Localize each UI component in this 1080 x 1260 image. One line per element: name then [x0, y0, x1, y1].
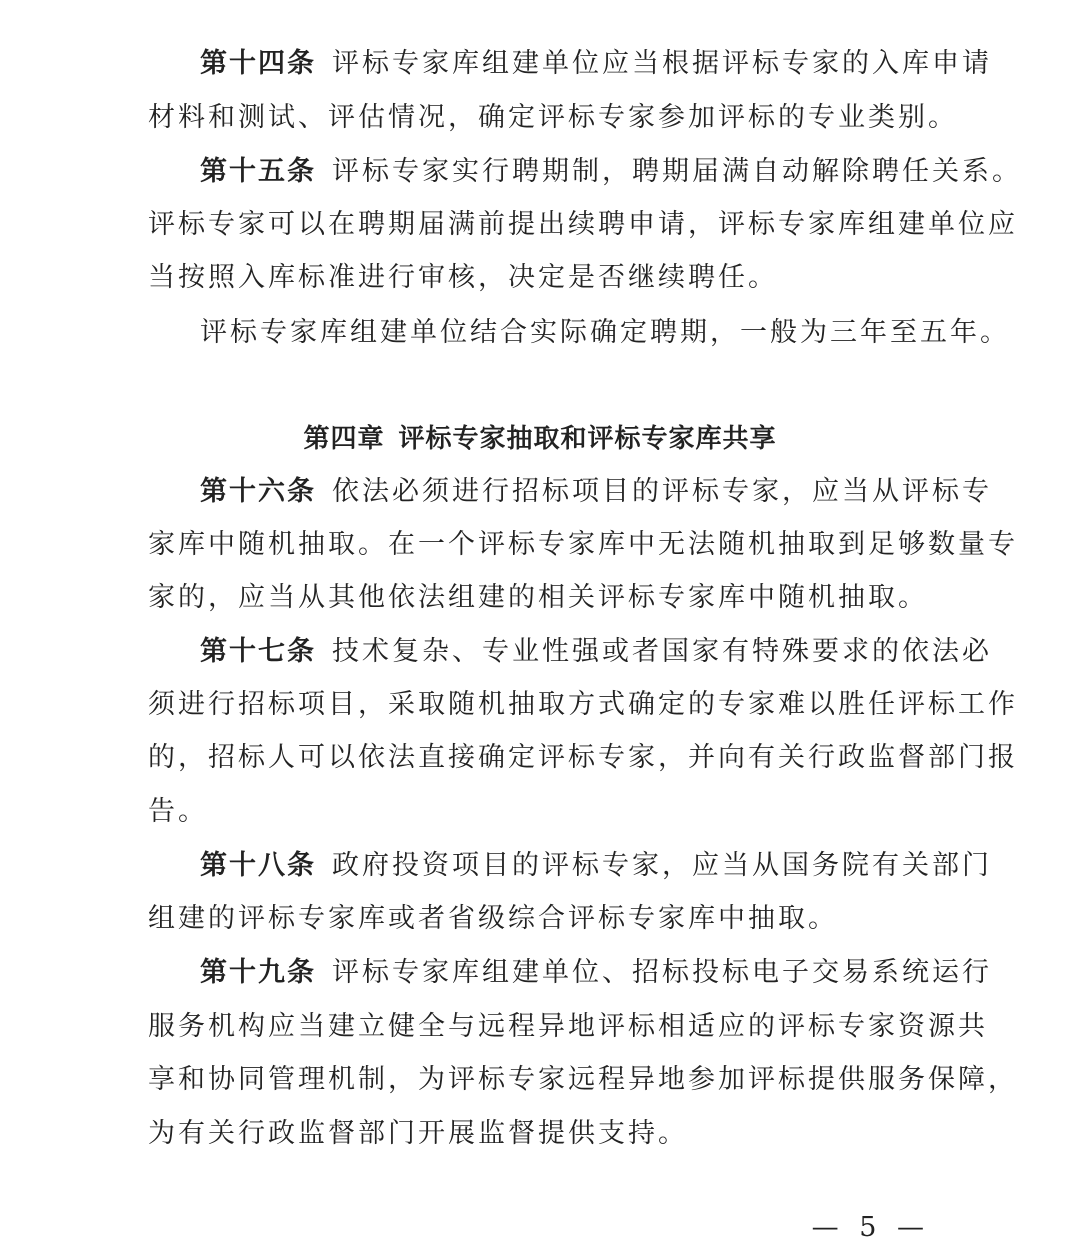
article-19-line-4: 为有关行政监督部门开展监督提供支持。	[148, 1118, 688, 1149]
chapter-heading	[0, 419, 1080, 459]
article-19-line-2: 服务机构应当建立健全与远程异地评标相适应的评标专家资源共	[148, 1011, 988, 1042]
article-15-line-2: 评标专家可以在聘期届满前提出续聘申请，评标专家库组建单位应	[148, 209, 1018, 240]
article-17-line-4: 告。	[148, 796, 208, 827]
article-17-line-1: 第十七条 技术复杂、专业性强或者国家有特殊要求的依法必	[200, 636, 992, 667]
page-number: — 5 —	[811, 1212, 930, 1243]
article-15-line-3: 当按照入库标准进行审核，决定是否继续聘任。	[148, 262, 778, 293]
article-15-line-1: 第十五条 评标专家实行聘期制，聘期届满自动解除聘任关系。	[200, 156, 1022, 187]
article-16-line-3: 家的，应当从其他依法组建的相关评标专家库中随机抽取。	[148, 582, 928, 613]
article-14-line-2: 材料和测试、评估情况，确定评标专家参加评标的专业类别。	[148, 102, 958, 133]
article-16-label: 第十六条	[200, 476, 316, 507]
article-18-label: 第十八条	[200, 850, 316, 881]
article-19-line-3: 享和协同管理机制，为评标专家远程异地参加评标提供服务保障，	[148, 1064, 1018, 1095]
article-15-extra-paragraph: 评标专家库组建单位结合实际确定聘期，一般为三年至五年。	[200, 317, 1010, 348]
chapter-title: 评标专家抽取和评标专家库共享	[398, 424, 777, 454]
chapter-number: 第四章	[303, 424, 385, 454]
article-16-line-2: 家库中随机抽取。在一个评标专家库中无法随机抽取到足够数量专	[148, 529, 1018, 560]
article-17-line-3: 的，招标人可以依法直接确定评标专家，并向有关行政监督部门报	[148, 742, 1018, 773]
article-18-line-1: 第十八条 政府投资项目的评标专家，应当从国务院有关部门	[200, 850, 992, 881]
article-17-line-2: 须进行招标项目，采取随机抽取方式确定的专家难以胜任评标工作	[148, 689, 1018, 720]
article-14-label: 第十四条	[200, 48, 316, 79]
article-17-label: 第十七条	[200, 636, 316, 667]
article-19-label: 第十九条	[200, 957, 316, 988]
article-19-line-1: 第十九条 评标专家库组建单位、招标投标电子交易系统运行	[200, 957, 992, 988]
article-15-label: 第十五条	[200, 156, 316, 187]
article-16-line-1: 第十六条 依法必须进行招标项目的评标专家，应当从评标专	[200, 476, 992, 507]
article-18-line-2: 组建的评标专家库或者省级综合评标专家库中抽取。	[148, 903, 838, 934]
article-14-line-1: 第十四条 评标专家库组建单位应当根据评标专家的入库申请	[200, 48, 992, 79]
